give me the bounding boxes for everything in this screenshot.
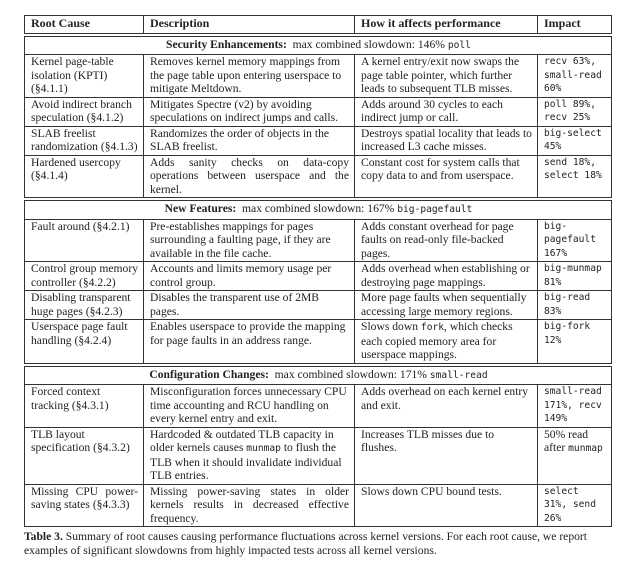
effect-code: fork [420,322,445,333]
header-effect: How it affects performance [355,16,538,34]
root-cause-table [24,15,612,527]
description-text: to flush the TLB when it should invalidate individual TLB entries. [150,441,342,482]
root-cause-cell: Avoid indirect branch speculation (§4.1.2) [25,97,144,126]
header-description: Description [144,16,355,34]
table-row [25,97,612,126]
impact-cell: select 31%, send 26% [538,484,612,527]
section-summary: max combined slowdown: 146% [292,37,445,51]
section-header-new-features [25,201,612,220]
effect-cell: Adds overhead when establishing or destroying page mappings. [355,262,538,291]
impact-cell: big-munmap 81% [538,262,612,291]
section-title: Security Enhancements: [166,37,287,51]
table-caption [24,530,612,558]
effect-text: Slows down [361,320,419,333]
table-row [25,155,612,198]
root-cause-cell: SLAB freelist randomization (§4.1.3) [25,126,144,155]
effect-cell: More page faults when sequentially accessing large memory regions. [355,291,538,320]
description-code: munmap [246,443,281,454]
table-row [25,262,612,291]
description-cell [144,427,355,484]
section-header-security [25,36,612,55]
section-title: New Features: [164,202,237,215]
root-cause-cell: Missing CPU power-saving states (§4.3.3) [25,484,144,527]
root-cause-cell: Kernel page-table isolation (KPTI) (§4.1.1) [25,55,144,98]
root-cause-cell: Disabling transparent huge pages (§4.2.3) [25,291,144,320]
effect-cell: Adds overhead on each kernel entry and exit. [355,385,538,428]
effect-cell: Slows down CPU bound tests. [355,484,538,527]
header-root-cause: Root Cause [25,16,144,34]
table-row [25,484,612,527]
description-cell: Disables the transparent use of 2MB pages. [144,291,355,320]
root-cause-cell: Fault around (§4.2.1) [25,219,144,262]
section-header-configuration [25,366,612,385]
impact-cell: big-select 45% [538,126,612,155]
table-row [25,291,612,320]
section-summary-test: big-pagefault [397,204,473,215]
effect-cell: Adds constant overhead for page faults on read-only file-backed pages. [355,219,538,262]
impact-cell: big-read 83% [538,291,612,320]
section-summary: max combined slowdown: 167% [242,202,395,215]
description-cell: Removes kernel memory mappings from the page table upon entering userspace to mitigate Meltdown. [144,55,355,98]
description-text: Hardcoded & outdated TLB capacity in older kernels causes [150,427,334,454]
effect-cell: Increases TLB misses due to flushes. [355,427,538,484]
effect-cell: Constant cost for system calls that copy data to and from userspace. [355,155,538,198]
effect-text: , which checks each copied memory area for userspace mappings. [361,320,513,361]
effect-cell: Adds around 30 cycles to each indirect jump or call. [355,97,538,126]
table-row [25,427,612,484]
impact-cell: small-read 171%, recv 149% [538,385,612,428]
description-cell: Enables userspace to provide the mapping for page faults in an address range. [144,320,355,364]
root-cause-cell: TLB layout specification (§4.3.2) [25,427,144,484]
header-row [25,16,612,34]
description-cell: Accounts and limits memory usage per control group. [144,262,355,291]
impact-text: 50% read after [544,427,589,454]
description-cell: Adds sanity checks on data-copy operations between userspace and the kernel. [144,155,355,198]
impact-cell: recv 63%, small-read 60% [538,55,612,98]
table-row [25,219,612,262]
section-summary: max combined slowdown: 171% [274,367,427,381]
description-cell: Randomizes the order of objects in the SLAB freelist. [144,126,355,155]
root-cause-cell: Hardened usercopy (§4.1.4) [25,155,144,198]
description-cell: Pre-establishes mappings for pages surrounding a faulting page, if they are available in the file cache. [144,219,355,262]
impact-cell: poll 89%, recv 25% [538,97,612,126]
caption-text: Summary of root causes causing performance fluctuations across kernel versions. For each root cause, we report examples of significant slowdowns from highly impacted tests across all kernel versions. [24,530,588,557]
description-cell: Misconfiguration forces unnecessary CPU time accounting and RCU handling on every kernel entry and exit. [144,385,355,428]
description-cell: Mitigates Spectre (v2) by avoiding speculations on indirect jumps and calls. [144,97,355,126]
impact-cell: big-pagefault 167% [538,219,612,262]
effect-cell [355,320,538,364]
table-row [25,126,612,155]
impact-code: munmap [568,443,603,454]
section-title: Configuration Changes: [149,367,269,381]
description-cell: Missing power-saving states in older kernels results in decreased effective frequency. [144,484,355,527]
section-summary-test: small-read [429,369,488,381]
header-impact: Impact [538,16,612,34]
root-cause-cell: Userspace page fault handling (§4.2.4) [25,320,144,364]
caption-label: Table 3. [24,530,63,543]
section-summary-test: poll [447,39,471,51]
effect-cell: A kernel entry/exit now swaps the page table pointer, which further leads to subsequent TLB misses. [355,55,538,98]
root-cause-cell: Forced context tracking (§4.3.1) [25,385,144,428]
impact-cell [538,427,612,484]
impact-cell: send 18%, select 18% [538,155,612,198]
impact-cell: big-fork 12% [538,320,612,364]
table-row [25,320,612,364]
table-row [25,385,612,428]
effect-cell: Destroys spatial locality that leads to increased L3 cache misses. [355,126,538,155]
table-row [25,55,612,98]
root-cause-cell: Control group memory controller (§4.2.2) [25,262,144,291]
